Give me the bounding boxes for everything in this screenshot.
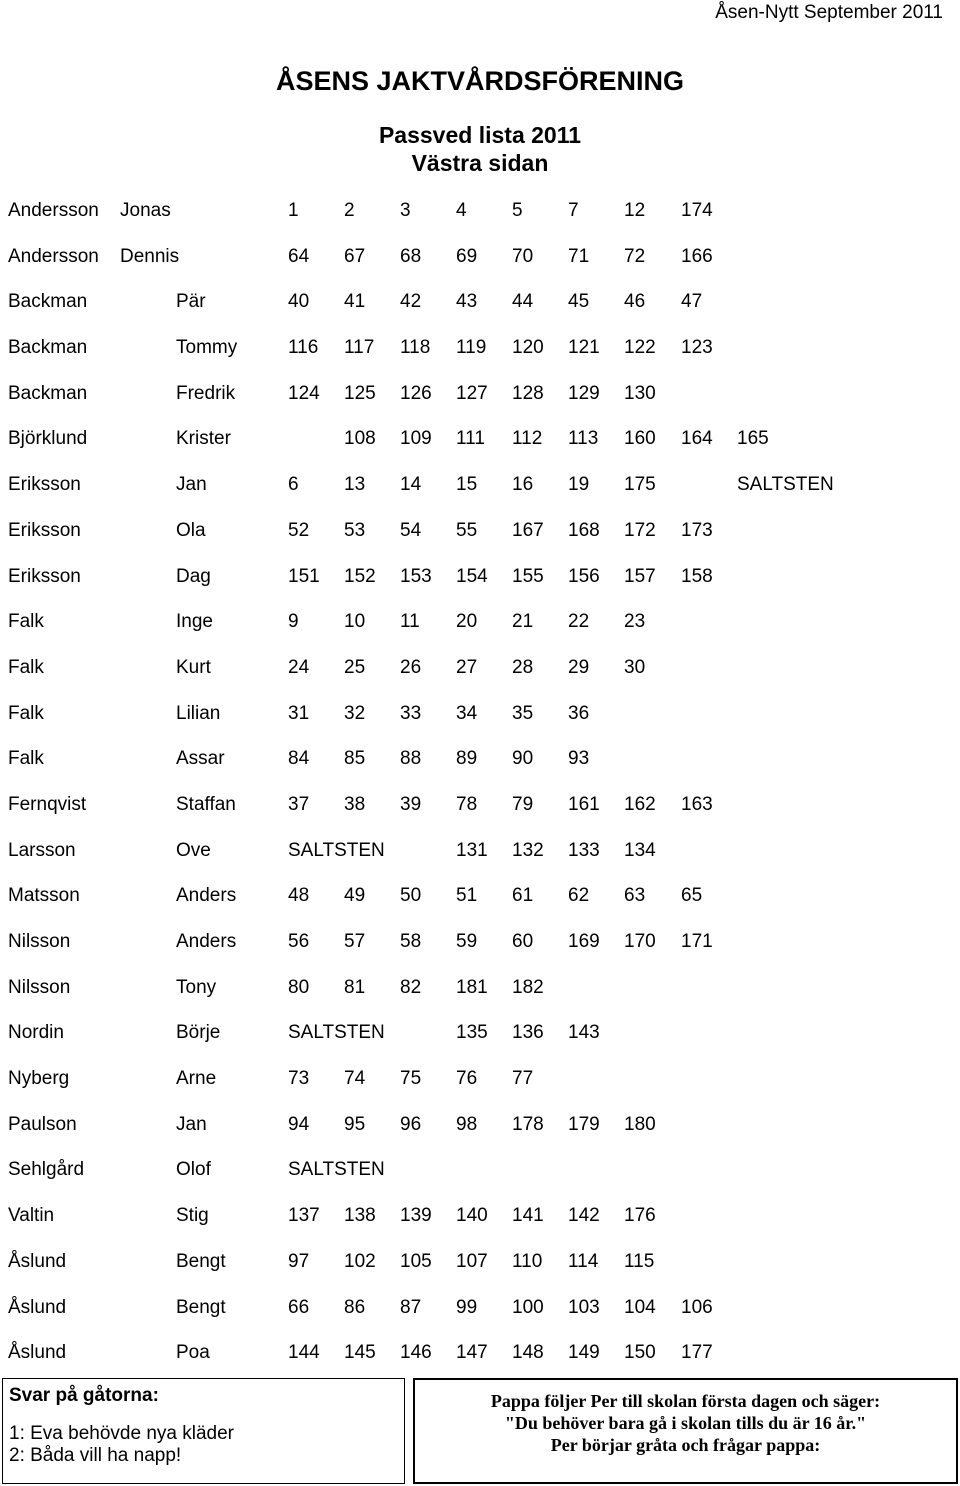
lot-number: 70 — [512, 245, 534, 267]
lot-number: 150 — [624, 1342, 656, 1364]
lot-number: 19 — [568, 474, 590, 496]
lot-number: 99 — [456, 1296, 478, 1318]
lot-number: 2 — [344, 200, 355, 221]
lot-number: 64 — [288, 245, 310, 267]
first-name: Lilian — [176, 702, 221, 724]
lot-number: 90 — [512, 748, 534, 770]
lot-number: 72 — [624, 245, 646, 267]
first-name: Inge — [176, 611, 213, 633]
lot-number: 77 — [512, 1068, 534, 1090]
lot-number: 169 — [568, 931, 600, 952]
lot-number: 131 — [456, 839, 488, 861]
lot-number: 166 — [681, 245, 713, 267]
lot-number: 128 — [512, 382, 544, 404]
last-name: Falk — [8, 702, 44, 724]
lot-number: 48 — [288, 885, 310, 907]
lot-number: 68 — [400, 245, 422, 267]
lot-number: 170 — [624, 931, 656, 952]
lot-number: 145 — [344, 1342, 376, 1364]
lot-number: 21 — [512, 611, 534, 633]
last-name: Falk — [8, 611, 44, 633]
last-name: Eriksson — [8, 565, 81, 587]
last-name: Larsson — [8, 839, 76, 861]
lot-number: 58 — [400, 931, 422, 952]
first-name: Tommy — [176, 337, 238, 359]
answers-box — [2, 1378, 405, 1484]
lot-number: 175 — [624, 474, 656, 496]
list-row — [0, 1057, 960, 1103]
lot-number: 11 — [400, 611, 420, 633]
lot-number: 14 — [400, 474, 422, 496]
lot-number: 53 — [344, 519, 366, 541]
list-row — [0, 555, 960, 601]
lot-number: 3 — [400, 200, 411, 221]
lot-number: 74 — [344, 1068, 366, 1090]
lot-number: 100 — [512, 1296, 544, 1318]
lot-number: 66 — [288, 1296, 310, 1318]
publication-header: Åsen-Nytt September 2011 — [715, 2, 943, 23]
lot-number: 125 — [344, 382, 376, 404]
lot-number: 26 — [400, 656, 422, 678]
lot-number: 9 — [288, 611, 299, 633]
lot-number: 149 — [568, 1342, 600, 1364]
last-name: Falk — [8, 656, 44, 678]
first-name: Jan — [176, 1113, 207, 1135]
lot-number: 60 — [512, 931, 534, 952]
lot-number: 95 — [344, 1113, 366, 1135]
first-name: Olof — [176, 1159, 211, 1181]
lot-number: 85 — [344, 748, 366, 770]
lot-number: 7 — [568, 200, 579, 221]
lot-number: 6 — [288, 474, 299, 496]
list-row — [0, 509, 960, 555]
lot-number: 139 — [400, 1205, 432, 1227]
lot-number: 132 — [512, 839, 544, 861]
list-row — [0, 1194, 960, 1240]
lot-number: 49 — [344, 885, 366, 907]
lot-number: 115 — [624, 1250, 655, 1272]
lot-number: 54 — [400, 519, 422, 541]
lot-number: 45 — [568, 291, 590, 313]
lot-number: 20 — [456, 611, 478, 633]
lot-number: 10 — [344, 611, 366, 633]
lot-number: 94 — [288, 1113, 310, 1135]
lot-number: 126 — [400, 382, 432, 404]
lot-number: 136 — [512, 1022, 544, 1044]
lot-number: 80 — [288, 976, 310, 998]
lot-number: 87 — [400, 1296, 422, 1318]
list-row — [0, 1011, 960, 1057]
last-name: Andersson — [8, 200, 99, 221]
lot-number: 107 — [456, 1250, 488, 1272]
lot-number: 29 — [568, 656, 590, 678]
lot-number: 147 — [456, 1342, 488, 1364]
lot-number: 157 — [624, 565, 656, 587]
lot-number: 1 — [288, 200, 299, 221]
lot-number: 16 — [512, 474, 534, 496]
last-name: Falk — [8, 748, 44, 770]
first-name: Staffan — [176, 793, 236, 815]
lot-number: 130 — [624, 382, 656, 404]
lot-number: 162 — [624, 793, 656, 815]
lot-number: 31 — [288, 702, 310, 724]
last-name: Backman — [8, 291, 88, 313]
lot-number: 163 — [681, 793, 713, 815]
lot-number: 36 — [568, 702, 590, 724]
joke-line-3: Per börjar gråta och frågar pappa: — [550, 1435, 821, 1455]
answers-heading: Svar på gåtorna: — [9, 1385, 159, 1406]
lot-number: 42 — [400, 291, 422, 313]
lot-number: 156 — [568, 565, 600, 587]
lot-number: 129 — [568, 382, 600, 404]
lot-number: 176 — [624, 1205, 656, 1227]
lot-number: 79 — [512, 793, 534, 815]
first-name: Krister — [176, 428, 231, 450]
first-name: Dag — [176, 565, 211, 587]
list-row — [0, 874, 960, 920]
lot-number: 41 — [344, 291, 366, 313]
location-note: SALTSTEN — [737, 474, 834, 496]
list-subtitle: Passved lista 2011 — [378, 122, 582, 148]
lot-number: 40 — [288, 291, 310, 313]
last-name: Sehlgård — [8, 1159, 85, 1181]
lot-number: 140 — [456, 1205, 488, 1227]
lot-number: 164 — [681, 428, 713, 450]
lot-number: 63 — [624, 885, 646, 907]
lot-number: 27 — [456, 656, 478, 678]
lot-number: 78 — [456, 793, 478, 815]
list-row — [0, 829, 960, 875]
lot-number: 67 — [344, 245, 366, 267]
lot-number: 141 — [512, 1205, 544, 1227]
lot-number: 57 — [344, 931, 366, 952]
first-name: Fredrik — [176, 382, 236, 404]
list-row — [0, 1103, 960, 1149]
first-name: Ola — [176, 519, 206, 541]
page-title: ÅSENS JAKTVÅRDSFÖRENING — [275, 66, 685, 96]
first-name: Assar — [176, 748, 225, 770]
lot-number: 25 — [344, 656, 366, 678]
last-name: Åslund — [8, 1296, 67, 1318]
lot-number: 61 — [512, 885, 534, 907]
lot-number: 39 — [400, 793, 422, 815]
location-note: SALTSTEN — [288, 1159, 385, 1181]
lot-number: 148 — [512, 1342, 544, 1364]
lot-number: 137 — [288, 1205, 320, 1227]
lot-number: 146 — [400, 1342, 432, 1364]
list-row — [0, 280, 960, 326]
list-row — [0, 326, 960, 372]
list-row — [0, 737, 960, 783]
first-name: Stig — [176, 1205, 209, 1227]
lot-number: 62 — [568, 885, 590, 907]
lot-number: 161 — [568, 793, 600, 815]
list-row — [0, 646, 960, 692]
lot-number: 180 — [624, 1113, 656, 1135]
lot-number: 172 — [624, 519, 656, 541]
first-name: Arne — [176, 1068, 217, 1090]
lot-number: 165 — [737, 428, 769, 450]
last-name: Eriksson — [8, 519, 81, 541]
lot-number: 151 — [288, 565, 320, 587]
location-note: SALTSTEN — [288, 1022, 385, 1044]
lot-number: 127 — [456, 382, 488, 404]
lot-number: 178 — [512, 1113, 544, 1135]
list-row — [0, 235, 960, 281]
list-row — [0, 1240, 960, 1286]
list-row — [0, 463, 960, 509]
lot-number: 116 — [288, 337, 319, 359]
lot-number: 76 — [456, 1068, 478, 1090]
lot-number: 22 — [568, 611, 590, 633]
lot-number: 44 — [512, 291, 534, 313]
lot-number: 106 — [681, 1296, 713, 1318]
lot-number: 13 — [344, 474, 366, 496]
lot-number: 97 — [288, 1250, 310, 1272]
passved-list — [0, 189, 960, 1377]
lot-number: 112 — [512, 428, 543, 450]
lot-number: 177 — [681, 1342, 713, 1364]
list-row — [0, 783, 960, 829]
lot-number: 171 — [681, 931, 713, 952]
lot-number: 69 — [456, 245, 478, 267]
lot-number: 23 — [624, 611, 646, 633]
list-row — [0, 966, 960, 1012]
last-name: Fernqvist — [8, 793, 87, 815]
lot-number: 71 — [568, 245, 590, 267]
last-name: Paulson — [8, 1113, 77, 1135]
lot-number: 81 — [344, 976, 366, 998]
lot-number: 98 — [456, 1113, 478, 1135]
list-row — [0, 372, 960, 418]
answer-line-2: 2: Båda vill ha napp! — [9, 1445, 182, 1466]
last-name: Björklund — [8, 428, 88, 450]
lot-number: 73 — [288, 1068, 310, 1090]
lot-number: 28 — [512, 656, 534, 678]
first-name: Dennis — [120, 245, 180, 267]
lot-number: 15 — [456, 474, 478, 496]
first-name: Börje — [176, 1022, 221, 1044]
first-name: Jan — [176, 474, 207, 496]
last-name: Nordin — [8, 1022, 64, 1044]
lot-number: 93 — [568, 748, 590, 770]
first-name: Jonas — [120, 200, 171, 221]
lot-number: 104 — [624, 1296, 656, 1318]
lot-number: 50 — [400, 885, 422, 907]
lot-number: 118 — [400, 337, 431, 359]
lot-number: 89 — [456, 748, 478, 770]
lot-number: 59 — [456, 931, 478, 952]
lot-number: 114 — [568, 1250, 599, 1272]
last-name: Backman — [8, 382, 88, 404]
lot-number: 47 — [681, 291, 703, 313]
lot-number: 117 — [344, 337, 375, 359]
lot-number: 75 — [400, 1068, 422, 1090]
answer-line-1: 1: Eva behövde nya kläder — [9, 1423, 234, 1444]
last-name: Åslund — [8, 1250, 67, 1272]
lot-number: 158 — [681, 565, 713, 587]
last-name: Andersson — [8, 245, 99, 267]
lot-number: 160 — [624, 428, 656, 450]
lot-number: 173 — [681, 519, 713, 541]
lot-number: 52 — [288, 519, 310, 541]
first-name: Bengt — [176, 1250, 226, 1272]
lot-number: 143 — [568, 1022, 600, 1044]
lot-number: 124 — [288, 382, 320, 404]
first-name: Pär — [176, 291, 206, 313]
list-row — [0, 1286, 960, 1332]
lot-number: 134 — [624, 839, 656, 861]
last-name: Åslund — [8, 1342, 67, 1364]
lot-number: 122 — [624, 337, 656, 359]
lot-number: 133 — [568, 839, 600, 861]
lot-number: 113 — [568, 428, 599, 450]
lot-number: 102 — [344, 1250, 376, 1272]
lot-number: 5 — [512, 200, 523, 221]
lot-number: 56 — [288, 931, 310, 952]
lot-number: 152 — [344, 565, 376, 587]
first-name: Bengt — [176, 1296, 226, 1318]
lot-number: 144 — [288, 1342, 320, 1364]
lot-number: 168 — [568, 519, 600, 541]
lot-number: 110 — [512, 1250, 543, 1272]
list-row — [0, 1148, 960, 1194]
lot-number: 103 — [568, 1296, 600, 1318]
lot-number: 12 — [624, 200, 646, 221]
lot-number: 167 — [512, 519, 544, 541]
first-name: Ove — [176, 839, 211, 861]
lot-number: 82 — [400, 976, 422, 998]
first-name: Kurt — [176, 656, 211, 678]
lot-number: 179 — [568, 1113, 600, 1135]
first-name: Tony — [176, 976, 217, 998]
lot-number: 88 — [400, 748, 422, 770]
lot-number: 111 — [456, 428, 485, 450]
lot-number: 86 — [344, 1296, 366, 1318]
lot-number: 138 — [344, 1205, 376, 1227]
joke-line-2: "Du behöver bara gå i skolan tills du är 16 år." — [504, 1413, 867, 1433]
last-name: Backman — [8, 337, 88, 359]
lot-number: 34 — [456, 702, 478, 724]
joke-line-1: Pappa följer Per till skolan första dagen och säger: — [490, 1391, 881, 1411]
lot-number: 33 — [400, 702, 422, 724]
lot-number: 121 — [568, 337, 600, 359]
lot-number: 154 — [456, 565, 488, 587]
last-name: Nilsson — [8, 931, 71, 952]
lot-number: 96 — [400, 1113, 422, 1135]
lot-number: 24 — [288, 656, 310, 678]
lot-number: 65 — [681, 885, 703, 907]
list-row — [0, 189, 960, 235]
first-name: Anders — [176, 885, 237, 907]
last-name: Eriksson — [8, 474, 81, 496]
lot-number: 109 — [400, 428, 432, 450]
lot-number: 174 — [681, 200, 713, 221]
lot-number: 38 — [344, 793, 366, 815]
first-name: Anders — [176, 931, 237, 952]
lot-number: 105 — [400, 1250, 432, 1272]
lot-number: 181 — [456, 976, 488, 998]
lot-number: 153 — [400, 565, 432, 587]
lot-number: 51 — [456, 885, 478, 907]
lot-number: 4 — [456, 200, 467, 221]
lot-number: 55 — [456, 519, 478, 541]
location-note: SALTSTEN — [288, 839, 385, 861]
last-name: Matsson — [8, 885, 80, 907]
lot-number: 35 — [512, 702, 534, 724]
lot-number: 30 — [624, 656, 646, 678]
last-name: Valtin — [8, 1205, 55, 1227]
list-row — [0, 692, 960, 738]
lot-number: 46 — [624, 291, 646, 313]
last-name: Nilsson — [8, 976, 71, 998]
lot-number: 123 — [681, 337, 713, 359]
lot-number: 37 — [288, 793, 310, 815]
joke-box — [413, 1378, 958, 1484]
side-subtitle: Västra sidan — [411, 150, 549, 176]
lot-number: 108 — [344, 428, 376, 450]
lot-number: 135 — [456, 1022, 488, 1044]
lot-number: 142 — [568, 1205, 600, 1227]
lot-number: 43 — [456, 291, 478, 313]
lot-number: 120 — [512, 337, 544, 359]
list-row — [0, 417, 960, 463]
lot-number: 182 — [512, 976, 544, 998]
first-name: Poa — [176, 1342, 210, 1364]
lot-number: 155 — [512, 565, 544, 587]
lot-number: 84 — [288, 748, 310, 770]
list-row — [0, 920, 960, 966]
last-name: Nyberg — [8, 1068, 70, 1090]
list-row — [0, 600, 960, 646]
lot-number: 32 — [344, 702, 366, 724]
lot-number: 119 — [456, 337, 487, 359]
list-row — [0, 1331, 960, 1377]
